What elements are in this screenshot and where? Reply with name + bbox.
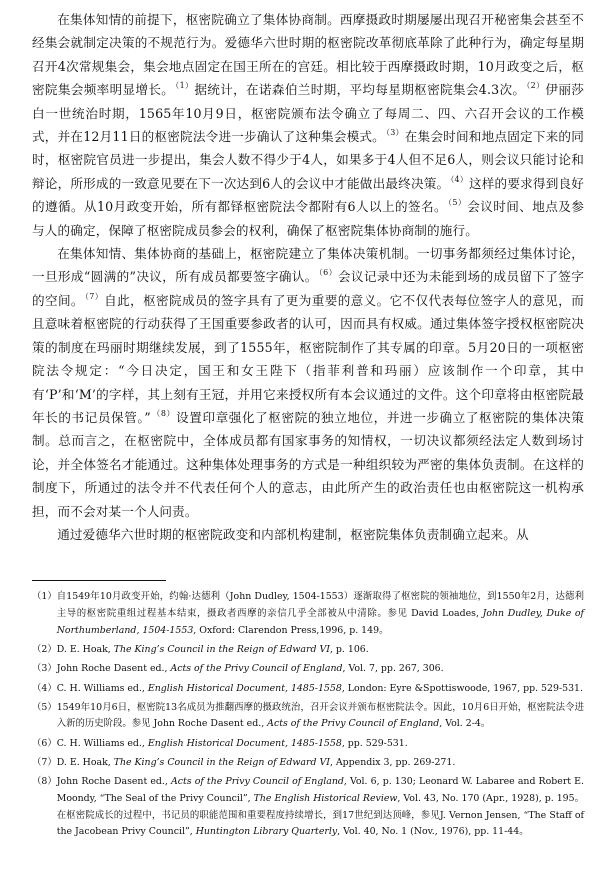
text-run: , Vol. 7, pp. 267, 306. [342,663,444,675]
text-run: 自此，枢密院成员的签字具有了更为重要的意义。它不仅代表每位签字人的意见，而且意味着枢密院的行动获得了王国重要参政者的认可，因而具有权威。通过集体签字授权枢密院决策的制度在玛丽时期继续发展，到了1555年，枢密院制作了其专属的印章。5月20日的一项枢密院法令规定：“今日决定，国王和女王陛下（指菲利普和玛丽）应该制作一个印章，其中有‘P’和‘M’的字样，其上刻有王冠，并用它来授权所有本会议通过的文件。这个印章将由枢密院最年长的书记员保管。” [32,292,584,425]
italic-title: John Dudley, Duke of Northumberland, 1504-1553 [56,608,584,636]
footnote-number: （3） [32,663,57,675]
italic-title: Acts of the Privy Council of England [267,718,440,730]
text-run: D. E. Hoak, [56,756,114,768]
footnote-text [57,642,584,659]
text-run: C. H. Williams ed., [56,737,148,749]
footnote [32,661,584,678]
text-run: , p. 106. [329,644,369,656]
footnote-text [57,700,584,734]
text-run: 通过爱德华六世时期的枢密院政变和内部机构建制，枢密院集体负责制确立起来。从 [57,526,529,542]
text-run: , Vol. 43, No. 170 (Apr., 1928), p. 195。在枢密院成长的过程中，书记员的职能范围和重要程度持续增长，到17世纪到达顶峰，参见J. Vernon Jensen, “The Staff of the Jacobean Privy Council”, [56,792,584,838]
text-run: John Roche Dasent ed., [56,776,171,788]
footnote [32,589,584,639]
footnote [32,755,584,772]
text-run: , Oxford: Clarendon Press,1996, p. 149。 [193,624,389,636]
footnote-text [57,589,584,639]
text-run: 在集体知情、集体协商的基础上，枢密院建立了集体决策机制。一切事务都须经过集体讨论，一旦形成“圆满的”决议，所有成员都要签字确认。 [32,246,584,285]
text-run: , London: Eyre &Spottiswoode, 1967, pp. 529-531. [341,682,583,694]
page [32,8,584,844]
text-run: 据统计，在诺森伯兰时期，平均每星期枢密院集会4.3次。 [194,82,526,98]
text-run: , Appendix 3, pp. 269-271. [329,756,456,768]
footnote-marker: （8） [151,408,176,418]
footnote-marker: （4） [450,174,468,184]
italic-title: Acts of the Privy Council of England [170,663,343,675]
footnote [32,736,584,753]
footnote-number: （4） [32,682,57,694]
footnote-separator [32,580,166,581]
italic-title: Acts of the Privy Council of England [170,776,344,788]
footnote-marker: （1） [175,81,194,91]
footnote-number: （7） [32,756,57,768]
text-run: D. E. Hoak, [56,644,114,656]
text-run: John Roche Dasent ed., [56,663,171,675]
footnote [32,774,584,841]
text-run: 设置印章强化了枢密院的独立地位，并进一步确立了枢密院的集体决策制。总而言之，在枢密院中，全体成员都有国家事务的知情权，一切决议都须经法定人数到场讨论，并全体签名才能通过。这种集体处理事务的方式是一种组织较为严密的集体负责制。在这样的制度下，所通过的法令并不代表任何个人的意志，由此所产生的政治责任也由枢密院这一机构承担，而不会对某一个人问责。 [32,409,585,519]
italic-title: Huntington Library Quarterly [195,826,338,838]
footnote [32,642,584,659]
paragraph-collective-responsibility [32,523,584,546]
footnote-text [57,736,584,753]
italic-title: The English Historical Review [253,792,398,804]
text-run: , Vol. 2-4。 [439,718,491,730]
footnote-number: （6） [32,737,57,749]
footnote-text [57,661,584,678]
italic-title: The King’s Council in the Reign of Edward VI [113,644,330,656]
paragraph-collective-decision [32,242,584,523]
text-run: C. H. Williams ed., [56,682,148,694]
text-run: , Vol. 40, No. 1 (Nov., 1976), pp. 11-44。 [337,826,529,838]
footnote-text [57,774,584,841]
footnote-marker: （2） [526,81,545,91]
footnote [32,681,584,698]
text-run: 会议时间、地点及参与人的确定，保障了枢密院成员参会的权利，确保了枢密院集体协商制的施行。 [32,199,584,238]
text-run: 伊丽莎白一世统治时期，1565年10月9日，枢密院颁布法令确立了每周二、四、六召开会议的工作模式，并在12月11日的枢密院法令进一步确认了这种集会模式。 [32,82,585,145]
text-run: , Vol. 6, p. 130; Leonard W. Labaree and Robert E. Moondy, “The Seal of the Privy Council”, [56,776,585,804]
footnote-marker: （7） [84,291,104,301]
text-run: 会议记录中还为未能到场的成员留下了签字的空间。 [32,269,585,308]
italic-title: English Historical Document, 1485-1558 [147,737,342,749]
text-run: 1549年10月6日，枢密院13名成员为推翻西摩的摄政统治，召开会议并颁布枢密院法令。因此，10月6日开始，枢密院法令进入新的历史阶段。参见 John Roche Dasent ed., [56,701,584,730]
italic-title: The King’s Council in the Reign of Edward VI [113,756,330,768]
footnote-marker: （5） [447,198,467,208]
footnote-text [57,755,584,772]
footnote [32,700,584,734]
italic-title: English Historical Document, 1485-1558 [147,682,342,694]
text-run: , pp. 529-531. [341,737,408,749]
text-run: 在集体知情的前提下，枢密院确立了集体协商制。西摩摄政时期屡屡出现召开秘密集会甚至不经集会就制定决策的不规范行为。爱德华六世时期的枢密院改革彻底革除了此种行为，确定每星期召开4次常规集会，集会地点固定在国王所在的宫廷。相比较于西摩摄政时期，10月政变之后，枢密院集会频率明显增长。 [32,12,584,98]
text-run: 自1549年10月政变开始，约翰·达德利（John Dudley, 1504-1553）逐渐取得了枢密院的领袖地位，到1550年2月，达德利主导的枢密院重组过程基本结束，摄政者西摩的亲信几乎全部被从中清除。参见 David Loades, [56,591,584,620]
text-run: 这样的要求得到良好的遵循。从10月政变开始，所有都铎枢密院法令都附有6人以上的签名。 [32,175,585,215]
body-text [32,8,584,546]
paragraph-collective-consultation [32,8,584,242]
footnote-number: （8） [32,776,57,788]
footnote-marker: （6） [318,268,337,278]
footnote-number: （5） [32,701,57,713]
footnotes [32,589,584,841]
footnote-marker: （3） [386,128,404,138]
text-run: 在集会时间和地点固定下来的同时，枢密院官员进一步提出，集会人数不得少于4人，如果多于4人但不足6人，则会议只能讨论和辩论，所形成的一致意见要在下一次达到6人的会议中才能做出最终决策。 [32,129,584,191]
footnote-number: （1） [32,591,57,603]
footnote-number: （2） [32,644,57,656]
footnote-text [57,681,584,698]
